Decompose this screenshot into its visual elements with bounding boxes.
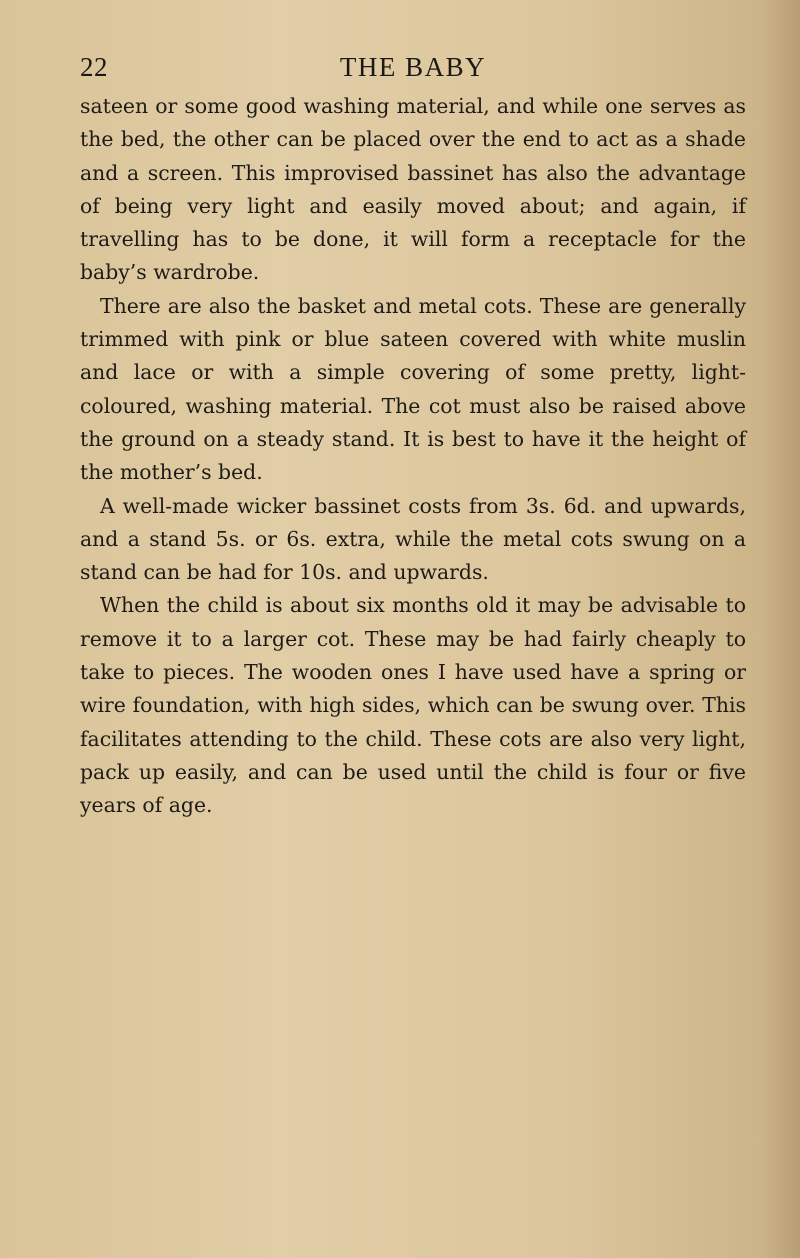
page-edge-shadow [760,0,800,1258]
paragraph: There are also the basket and metal cots. These are generally trimmed with pink or blue sateen covered with white muslin and lace or with a simple covering of some pretty, light-coloured, washing material. The cot must also be raised above the ground on a steady stand. It is best to have it the height of the mother’s bed. [80,293,746,485]
running-head: THE BABY [339,52,487,82]
page-header [80,52,746,92]
paragraph: When the child is about six months old it may be advisable to remove it to a larger cot. These may be had fairly cheaply to take to pieces. The wooden ones I have used have a spring or wire foundation, with high sides, which can be swung over. This facilitates attending to the child. These cots are also very light, pack up easily, and can be used until the child is four or five years of age. [80,593,746,818]
body-text [80,90,746,823]
paragraph: A well-made wicker bassinet costs from 3s. 6d. and upwards, and a stand 5s. or 6s. extra, while the metal cots swung on a stand can be had for 10s. and upwards. [80,493,746,585]
page-number: 22 [80,52,108,82]
paragraph: sateen or some good washing material, and while one serves as the bed, the other can be placed over the end to act as a shade and a screen. This improvised bassinet has also the advantage of being very light and easily moved about; and again, if travelling has to be done, it will form a receptacle for the baby’s wardrobe. [80,94,746,285]
